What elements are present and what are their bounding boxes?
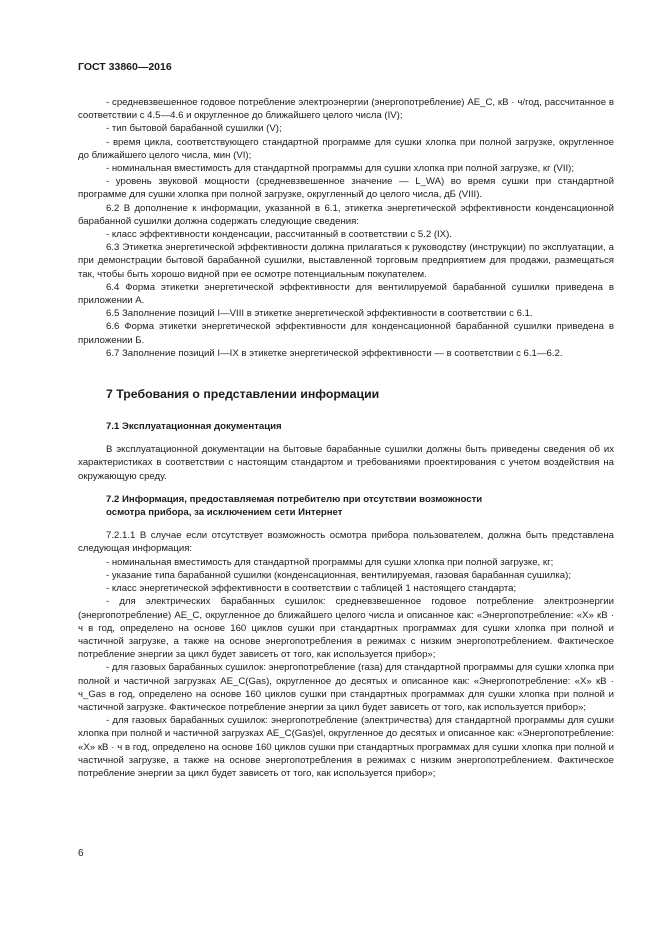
clause-6-3: 6.3 Этикетка энергетической эффективности должна прилагаться к руководству (инструкции) по эксплуатации, а при демонстрации бытовой барабанной сушилки, выставленной торговым предприятием для продажи, размещаться так, чтобы быть хорошо видной при ее осмотре потенциальным покупателем. [78, 242, 614, 280]
clause-6-2: 6.2 В дополнение к информации, указанной в 6.1, этикетка энергетической эффективности конденсационной барабанной сушилки должна содержать следующие сведения: [78, 202, 614, 227]
list-item: - время цикла, соответствующего стандартной программе для сушки хлопка при полной загрузке, округленное до ближайшего целого числа, мин (VI); [78, 136, 614, 161]
list-item: - класс энергетической эффективности в соответствии с таблицей 1 настоящего стандарта; [106, 583, 517, 595]
page-number: 6 [78, 848, 84, 859]
clause-6-7: 6.7 Заполнение позиций I—IX в этикетке энергетической эффективности — в соответствии с 6.1—6.2. [106, 347, 563, 359]
list-item: - указание типа барабанной сушилки (конденсационная, вентилируемая, газовая барабанная сушилка); [106, 569, 572, 581]
section-7-title: 7 Требования о представлении информации [106, 387, 380, 402]
subsection-7-1-title: 7.1 Эксплуатационная документация [106, 421, 282, 433]
list-item: - средневзвешенное годовое потребление электроэнергии (энергопотребление) AE_C, кВ · ч/год, рассчитанное в соответствии с 4.5—4.6 и округленное до ближайшего целого числа (IV); [78, 97, 614, 122]
clause-6-4: 6.4 Форма этикетки энергетической эффективности для вентилируемой барабанной сушилки приведена в приложении А. [78, 281, 614, 307]
subsection-7-2-title [78, 493, 614, 519]
subsection-7-2-title-line2: осмотра прибора, за исключением сети Интернет [106, 507, 343, 519]
list-item: - тип бытовой барабанной сушилки (V); [106, 123, 282, 135]
subsection-7-1-text: В эксплуатационной документации на бытовые барабанные сушилки должны быть приведены сведения об их характеристиках в соответствии с настоящим стандартом и требованиями проектирования с учетом воздействия на окружающую среду. [78, 444, 614, 482]
page-content [78, 96, 614, 780]
list-item: - номинальная вместимость для стандартной программы для сушки хлопка при полной загрузке, кг (VII); [106, 163, 575, 175]
list-item: - для электрических барабанных сушилок: средневзвешенное годовое потребление электроэнергии (энергопотребление) AE_C, округленное до ближайшего целого числа и описанное как: «Энергопотребление: «Х» кВ · ч в год, определено на основе 160 циклов сушки при стандартных программах для сушки хлопка при полной и частичной загрузке, а также на основе энергопотребления в режимах с низким энергопотреблением. Фактическое потребление энергии за цикл будет зависеть от того, как используется прибор»; [78, 596, 614, 661]
clause-6-5: 6.5 Заполнение позиций I—VIII в этикетке энергетической эффективности в соответствии с 6.1. [106, 308, 533, 320]
list-item: - для газовых барабанных сушилок: энергопотребление (электричества) для стандартной программы для сушки хлопка при полной и частичной загрузках AE_C(Gas)el, округленное до десятых и описанное как: «Энергопотребление: «Х» кВ · ч в год, определено на основе 160 циклов сушки при стандартных программах для сушки хлопка при полной и частичной загрузке, а также на основе энергопотребления в режимах с низким энергопотреблением. Фактическое потребление энергии за цикл будет зависеть от того, как используется прибор»; [78, 715, 614, 779]
clause-7-2-1-1: 7.2.1.1 В случае если отсутствует возможность осмотра прибора пользователем, должна быть представлена следующая информация: [78, 530, 614, 555]
document-header: ГОСТ 33860—2016 [78, 61, 172, 73]
list-item: - номинальная вместимость для стандартной программы для сушки хлопка при полной загрузке, кг; [106, 556, 554, 568]
clause-6-6: 6.6 Форма этикетки энергетической эффективности для конденсационной барабанной сушилки приведена в приложении Б. [78, 321, 614, 346]
list-item: - для газовых барабанных сушилок: энергопотребление (газа) для стандартной программы для сушки хлопка при полной и частичной загрузках AE_C(Gas), округленное до десятых и описанное как: «Энергопотребление: «Х» кВ · ч_Gas в год, определено на основе 160 циклов сушки при стандартных программах для сушки хлопка при полной и частичной загрузке. Фактическое потребление энергии за цикл будет зависеть от того, как используется прибор»; [78, 662, 614, 713]
list-item: - уровень звуковой мощности (средневзвешенное значение — L_WA) во время сушки при стандартной программе для сушки хлопка при полной загрузке, округленный до целого числа, дБ (VIII). [78, 176, 614, 201]
subsection-7-2-title-line1: 7.2 Информация, предоставляемая потребителю при отсутствии возможности [106, 493, 483, 505]
list-item: - класс эффективности конденсации, рассчитанный в соответствии с 5.2 (IX). [106, 229, 452, 241]
